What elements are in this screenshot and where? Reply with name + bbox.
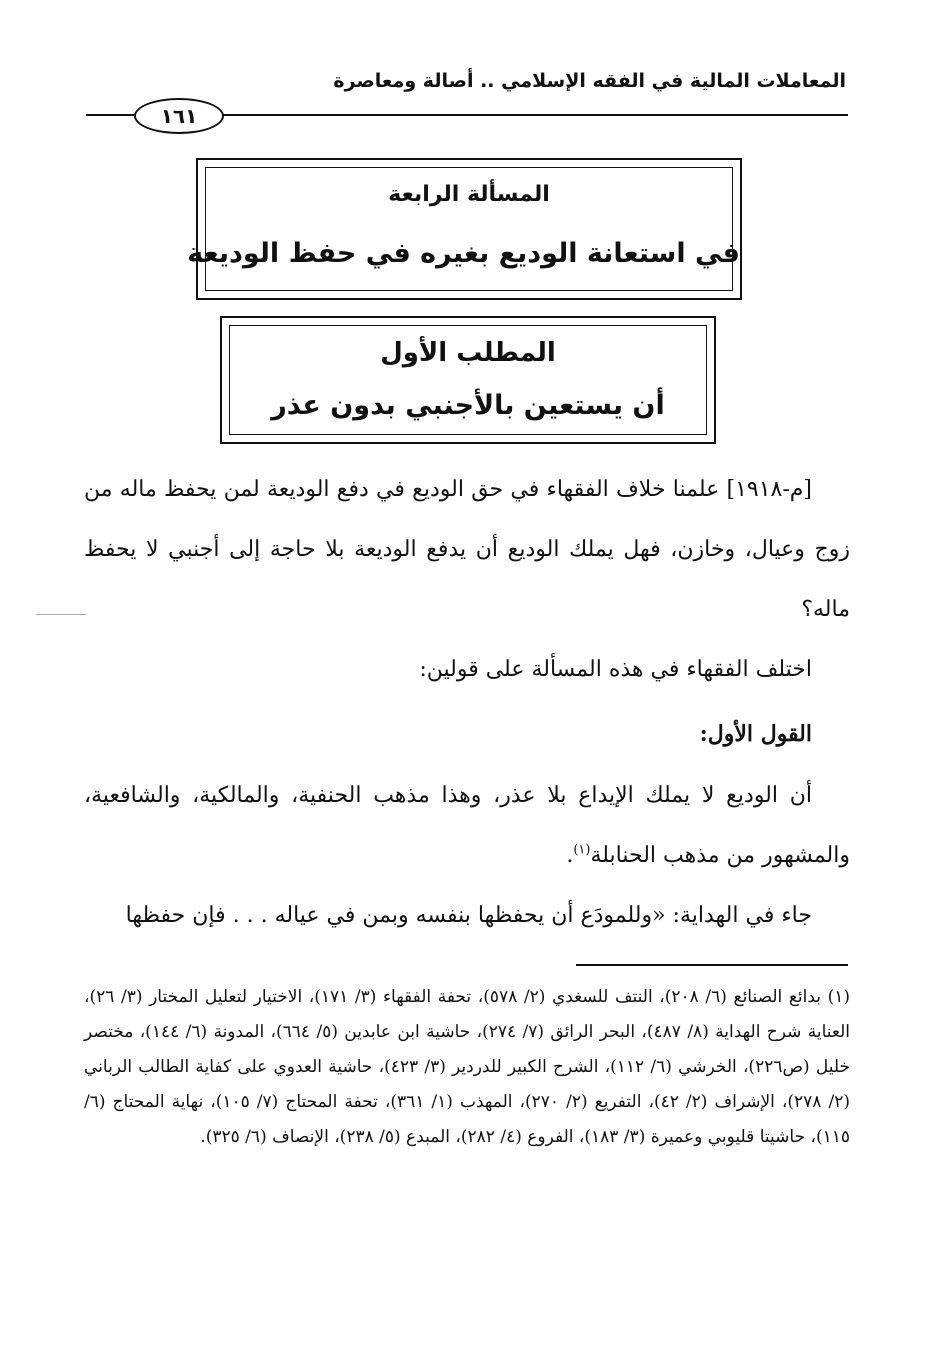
section-title-box (187, 158, 742, 300)
paragraph-first-opinion-text: أن الوديع لا يملك الإيداع بلا عذر، وهذا مذهب الحنفية، والمالكية، والشافعية، والمشهور من مذهب الحنابلة (84, 783, 850, 868)
footnote-reference: (١) (573, 842, 591, 858)
page-number: ١٦١ (134, 98, 224, 134)
paragraph-question: [م-١٩١٨] علمنا خلاف الفقهاء في حق الوديع في دفع الوديعة لمن يحفظ ماله من زوج وعيال، وخازن، فهل يملك الوديع أن يدفع الوديعة بلا حاجة إلى أجنبي لا يحفظ ماله؟ (84, 477, 850, 622)
section-title: المسألة الرابعة (388, 182, 550, 207)
footnote-1: (١) بدائع الصنائع (٦/ ٢٠٨)، النتف للسغدي (٢/ ٥٧٨)، تحفة الفقهاء (٣/ ١٧١)، الاختيار لتعليل المختار (٣/ ٢٦)، العناية شرح الهداية (٨/ ٤٨٧)، البحر الرائق (٧/ ٢٧٤)، حاشية ابن عابدين (٥/ ٦٦٤)، المدونة (٦/ ١٤٤)، مختصر خليل (ص٢٢٦)، الخرشي (٦/ ١١٢)، الشرح الكبير للدردير (٣/ ٤٢٣)، حاشية العدوي على كفاية الطالب الرباني (٢/ ٢٧٨)، الإشراف (٢/ ٤٢)، التفريع (٢/ ٢٧٠)، المهذب (١/ ٣٦١)، تحفة المحتاج (٧/ ١٠٥)، نهاية المحتاج (٦/ ١١٥)، حاشيتا قليوبي وعميرة (٣/ ١٨٣)، الفروع (٤/ ٢٨٢)، المبدع (٥/ ٢٣٨)، الإنصاف (٦/ ٣٢٥). (84, 987, 851, 1147)
paragraph-first-opinion-end: . (566, 843, 574, 868)
section-subtitle: في استعانة الوديع بغيره في حفظ الوديعة (187, 238, 740, 269)
paragraph-hidaya-quote: جاء في الهداية: «وللمودَع أن يحفظها بنفسه وبمن في عياله . . . فإن حفظها (125, 903, 812, 928)
scan-mark (36, 614, 86, 615)
subsection-subtitle: أن يستعين بالأجنبي بدون عذر (271, 390, 665, 421)
running-header-title: المعاملات المالية في الفقه الإسلامي .. أصالة ومعاصرة (333, 70, 846, 92)
paragraph-disagreement: اختلف الفقهاء في هذه المسألة على قولين: (419, 657, 812, 682)
footnote-separator (576, 964, 848, 966)
heading-first-opinion: القول الأول: (699, 721, 812, 747)
subsection-title: المطلب الأول (380, 338, 556, 368)
paragraph-first-opinion (84, 766, 850, 886)
subsection-title-box (220, 316, 716, 444)
